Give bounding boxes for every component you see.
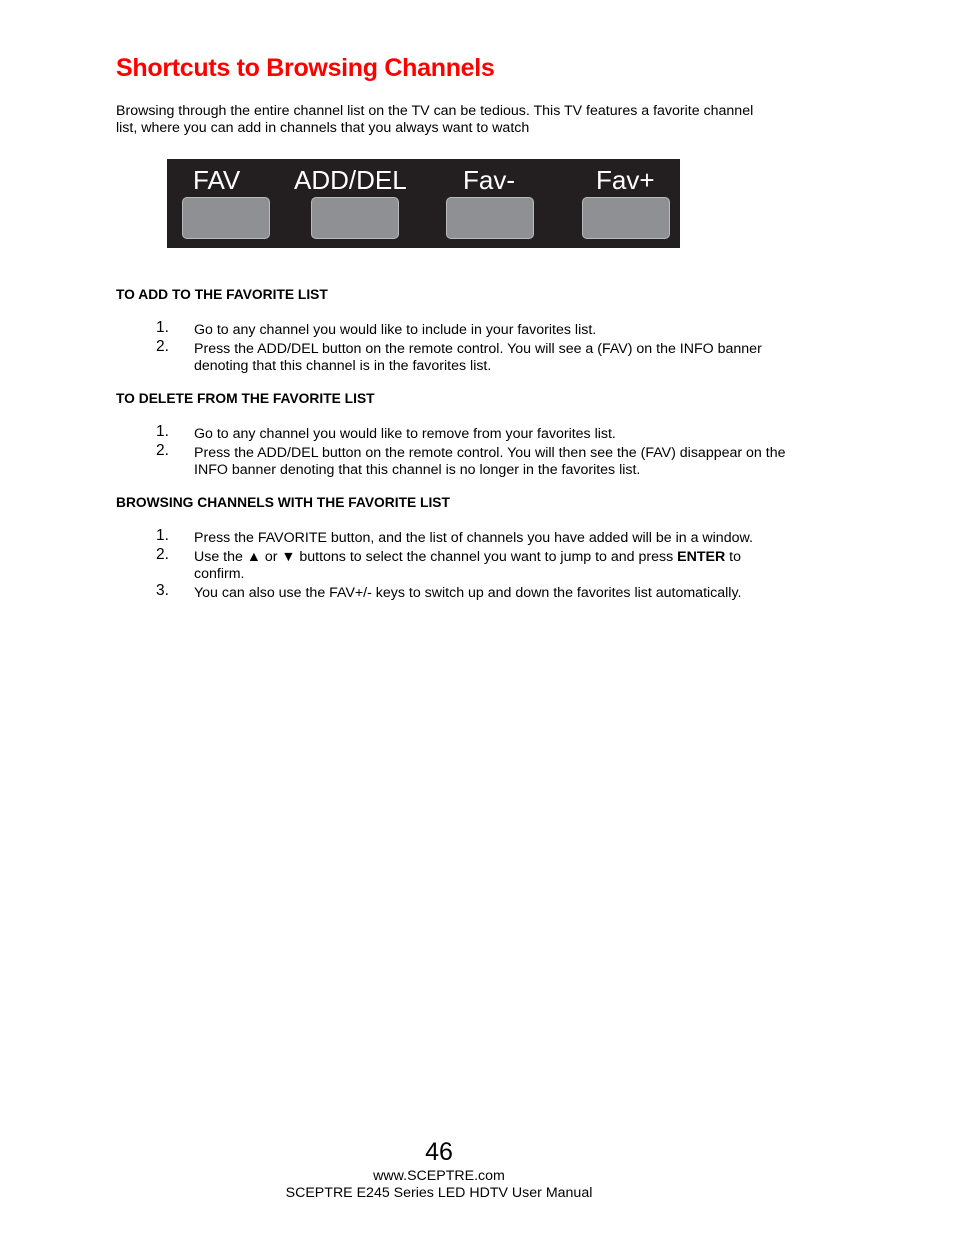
step-number: 3.: [156, 582, 169, 599]
fav-button-icon: [182, 197, 270, 239]
fav-key-label: FAV: [193, 165, 241, 195]
section-heading-browsing: BROWSING CHANNELS WITH THE FAVORITE LIST: [116, 495, 450, 510]
fav-plus-button-icon: [582, 197, 670, 239]
list-item: [116, 319, 796, 339]
footer-manual-title: SCEPTRE E245 Series LED HDTV User Manual: [285, 1185, 593, 1201]
step-text-after: to confirm.: [194, 549, 742, 582]
steps-add: [116, 319, 796, 377]
list-item: [116, 527, 754, 547]
steps-browsing: [116, 527, 796, 604]
step-number: 1.: [156, 527, 169, 544]
fav-minus-button-icon: [446, 197, 534, 239]
intro-paragraph: Browsing through the entire channel list on the TV can be tedious. This TV features a favorite channel list, where you can add in channels that you always want to watch: [116, 103, 754, 136]
add-del-button-icon: [311, 197, 399, 239]
step-number: 2.: [156, 338, 169, 355]
add-del-key: [294, 159, 419, 248]
step-text: You can also use the FAV+/- keys to switch up and down the favorites list automatically.: [194, 585, 742, 601]
list-item: [116, 338, 774, 375]
step-text: Press the ADD/DEL button on the remote control. You will see a (FAV) on the INFO banner denoting that this channel is in the favorites list.: [194, 341, 762, 374]
fav-plus-key-label: Fav+: [596, 165, 655, 195]
fav-plus-key: [574, 159, 684, 248]
remote-control-illustration: [167, 159, 680, 248]
section-heading-add: TO ADD TO THE FAVORITE LIST: [116, 287, 328, 302]
list-item: [116, 582, 796, 602]
page-number: 46: [425, 1138, 453, 1166]
enter-key-label: ENTER: [677, 549, 726, 565]
step-number: 2.: [156, 546, 169, 563]
step-text: Press the FAVORITE button, and the list of channels you have added will be in a window.: [194, 530, 753, 546]
section-heading-delete: TO DELETE FROM THE FAVORITE LIST: [116, 391, 375, 406]
steps-delete: [116, 423, 796, 481]
step-text: Go to any channel you would like to include in your favorites list.: [194, 322, 597, 338]
step-text-before: Use the ▲ or ▼ buttons to select the channel you want to jump to and press: [194, 549, 678, 565]
fav-minus-key-label: Fav-: [463, 165, 515, 195]
step-number: 2.: [156, 442, 169, 459]
list-item: [116, 442, 796, 479]
step-text: Press the ADD/DEL button on the remote control. You will then see the (FAV) disappear on the INFO banner denoting that this channel is no longer in the favorites list.: [194, 445, 786, 478]
step-text: Go to any channel you would like to remove from your favorites list.: [194, 426, 616, 442]
page-title: Shortcuts to Browsing Channels: [116, 54, 495, 82]
fav-key: [174, 159, 284, 248]
fav-minus-key: [438, 159, 548, 248]
add-del-key-label: ADD/DEL: [294, 165, 407, 195]
step-number: 1.: [156, 423, 169, 440]
list-item: [116, 546, 784, 583]
footer-website: www.SCEPTRE.com: [373, 1168, 505, 1184]
list-item: [116, 423, 796, 443]
step-number: 1.: [156, 319, 169, 336]
